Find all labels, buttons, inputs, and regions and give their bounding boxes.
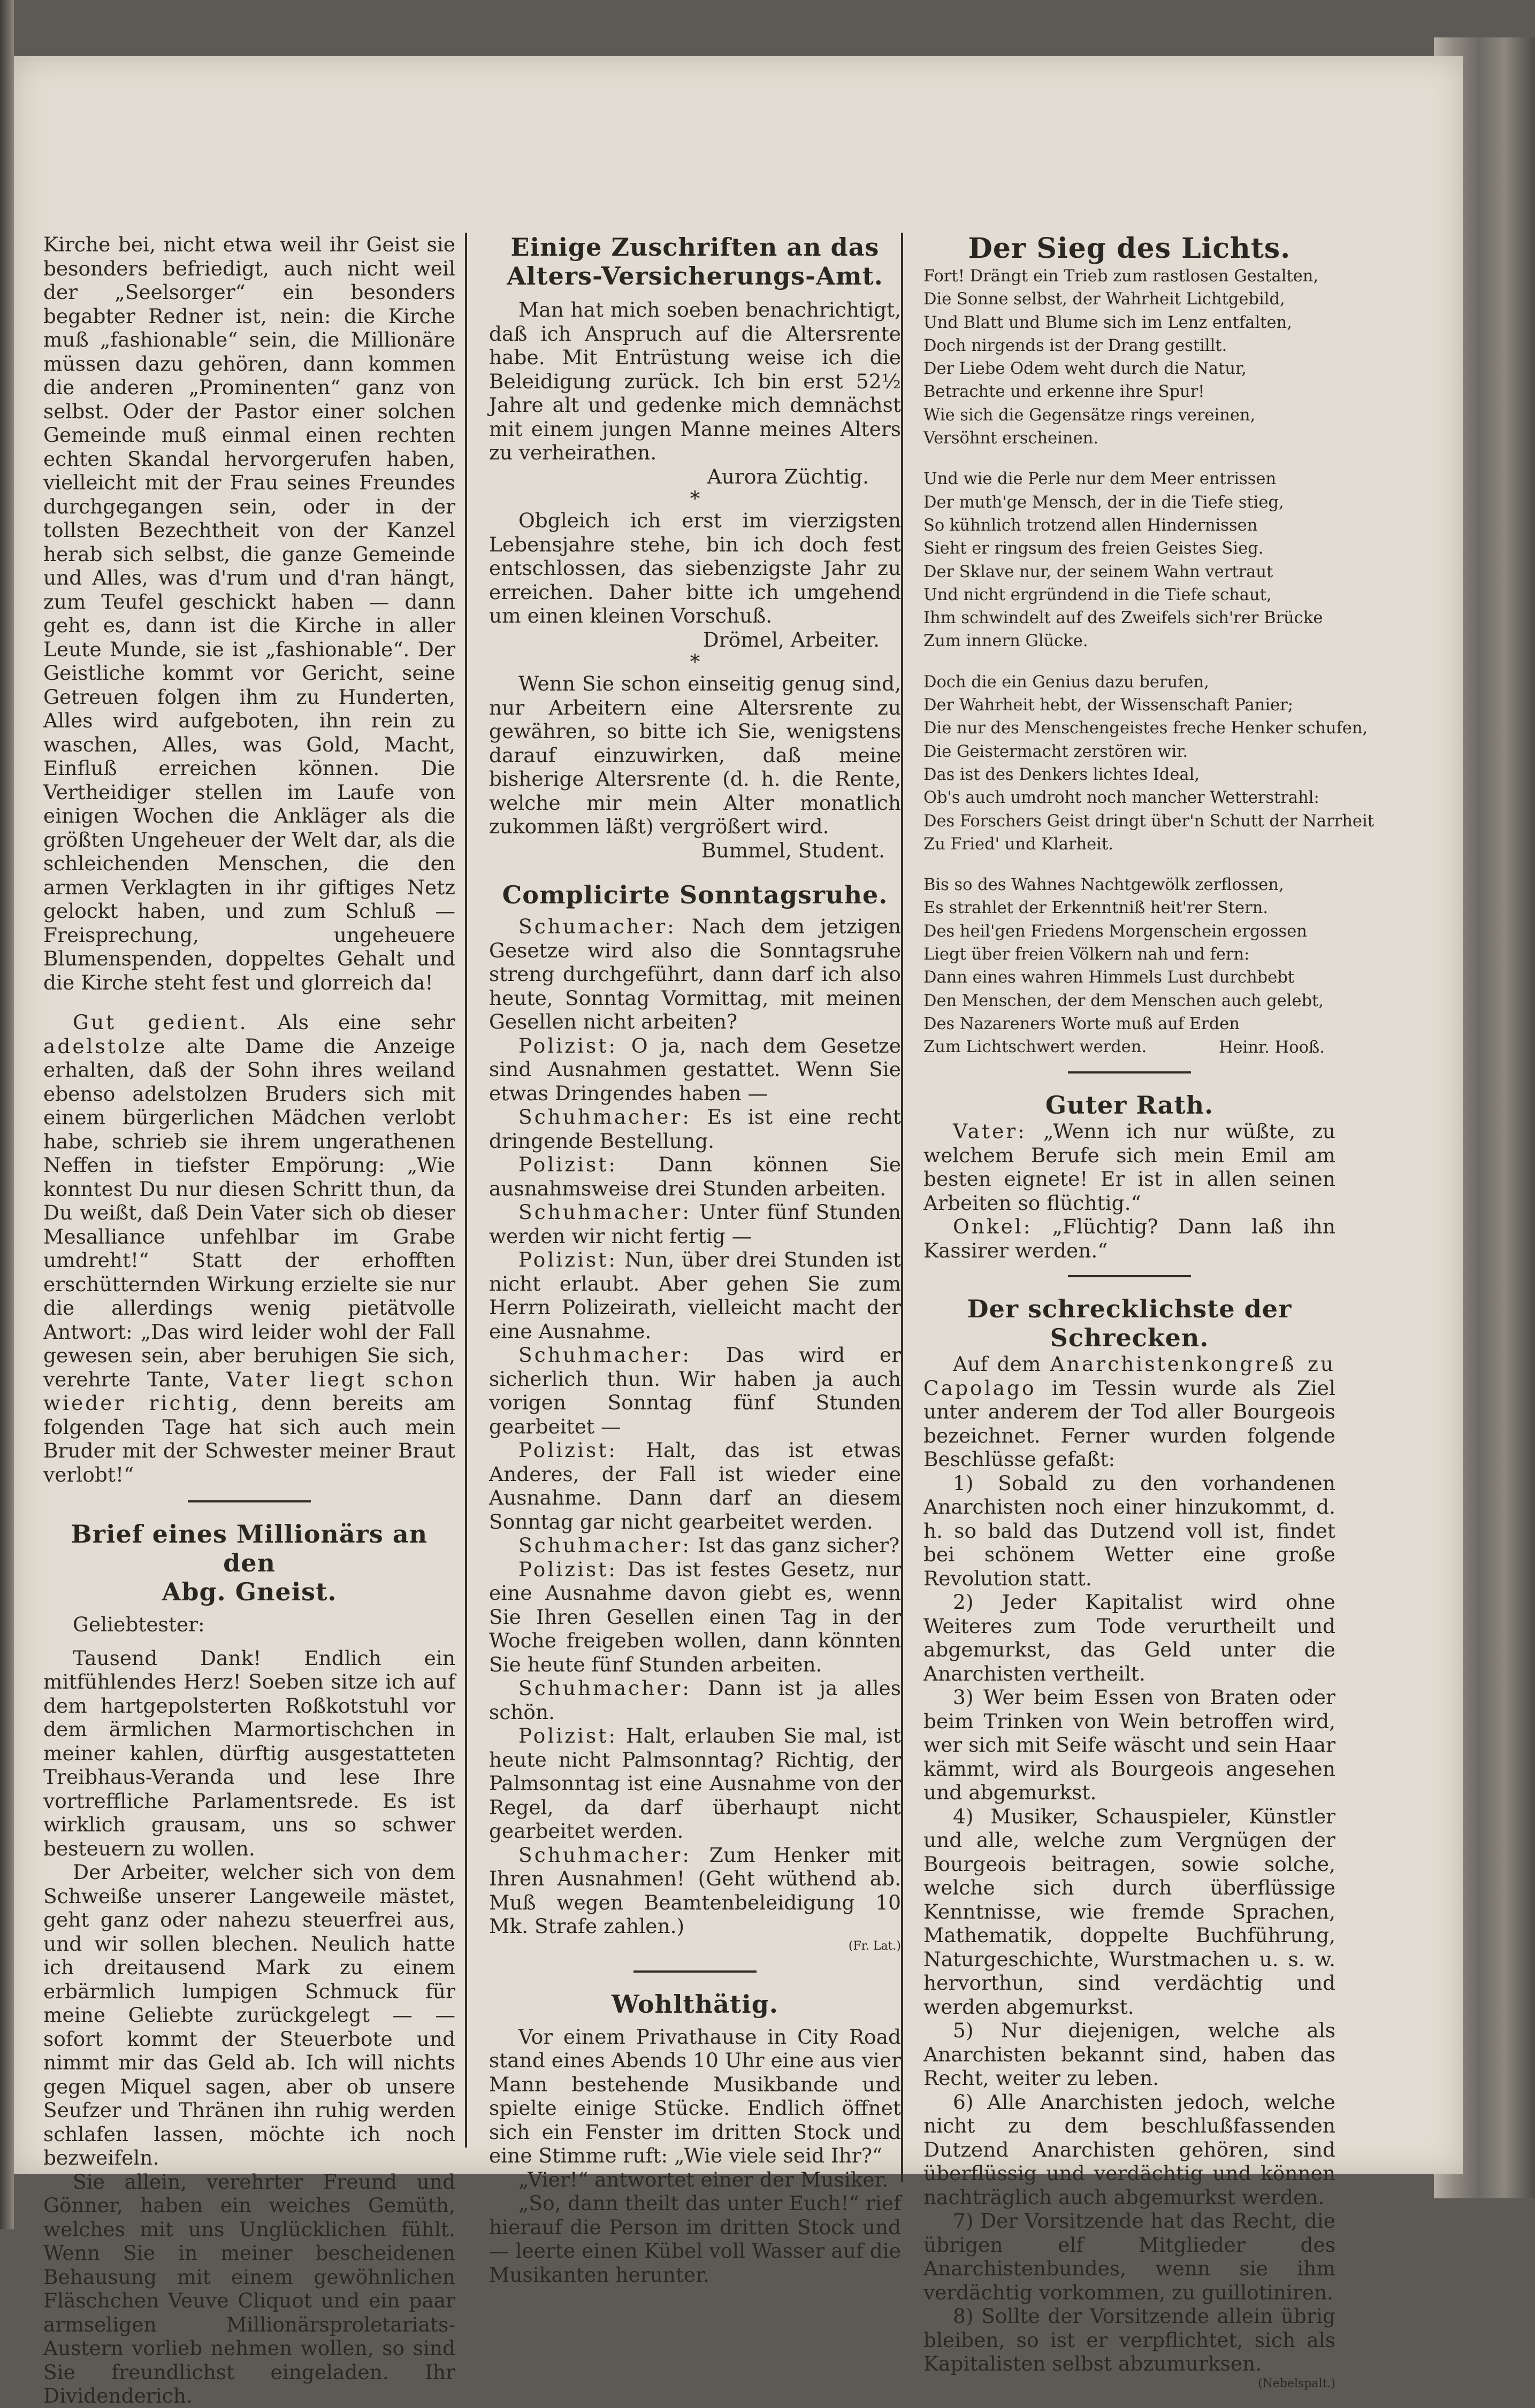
poem-body: [923, 265, 1374, 1059]
gut-gedient-paragraph: [43, 1010, 455, 1486]
guter-rath-title: Guter Rath.: [1045, 1091, 1214, 1119]
poem-stanza: [923, 265, 1335, 450]
brief-title-line-1: Brief eines Millionärs an den: [71, 1520, 428, 1577]
wohlthaetig-paragraph-2: „Vier!“ antwortet einer der Musiker.: [518, 2167, 889, 2191]
poem-line: Des Forschers Geist dringt über'n Schutt der Narrheit: [923, 811, 1374, 831]
dialog-text: Das wird er sicherlich thun. Wir haben ja auch vorigen Sonntag fünf Stunden gearbeitet —: [489, 1343, 901, 1438]
dialog-text: Dann können Sie ausnahmsweise drei Stunden arbeiten.: [489, 1153, 901, 1200]
poem-line: Das ist des Denkers lichtes Ideal,: [923, 765, 1200, 784]
dialog-text: Es ist eine recht dringende Bestellung.: [489, 1105, 901, 1153]
dialog-speaker: Onkel:: [953, 1215, 1033, 1238]
resolution-item: 3) Wer beim Essen von Braten oder beim Trinken von Wein betroffen wird, wer sich mit Seife wäscht und sein Haar kämmt, wird als Bourgeois angesehen und abgemurkst.: [923, 1685, 1335, 1804]
poem-line: Zum innern Glücke.: [923, 632, 1088, 651]
brief-paragraph-1: Tausend Dank! Endlich ein mitfühlendes Herz! Soeben sitze ich auf dem hartgepolsterten Roßkotstuhl vor dem ärmlichen Marmortischchen in meiner kahlen, dürftig ausgestatteten Treibhaus-Veranda und lese Ihre vortreffliche Parlamentsrede. Es ist wirklich grausam, uns so schwer besteuern zu wollen.: [43, 1646, 455, 1860]
brief-salutation: Geliebtester:: [73, 1613, 205, 1636]
zuschrift-3-signature: Bummel, Student.: [701, 838, 885, 862]
dialog-text: Halt, erlauben Sie mal, ist heute nicht Palmsonntag? Richtig, der Palmsonntag ist eine Ausnahme von der Regel, da darf überhaupt nicht gearbeitet werden.: [489, 1724, 901, 1843]
zuschriften-title: Einige Zuschriften an das Alters-Versicherungs-Amt.: [507, 233, 883, 290]
gut-text-3: denn bereits am folgenden Tage hat sich auch mein Bruder mit der Schwester meiner Braut verlobt!“: [43, 1391, 455, 1486]
poem-line: Doch nirgends ist der Drang gestillt.: [923, 336, 1227, 355]
column-3: [923, 232, 1374, 2390]
dialog-speaker: Schuhmacher:: [518, 1343, 691, 1367]
separator-star: *: [690, 650, 700, 673]
column-2: [489, 233, 901, 2287]
schrecken-source: (Nebelspalt.): [1258, 2376, 1335, 2390]
resolution-item: 2) Jeder Kapitalist wird ohne Weiteres zum Tode verurtheilt und abgemurkst, das Geld unter die Anarchisten vertheilt.: [923, 1590, 1335, 1685]
dialog-text: „Flüchtig? Dann laß ihn Kassirer werden.“: [923, 1215, 1335, 1262]
poem-line: Ihm schwindelt auf des Zweifels sich'rer Brücke: [923, 609, 1323, 628]
dialog-line: [489, 1676, 901, 1724]
zuschrift-1-signature: Aurora Züchtig.: [707, 464, 869, 488]
poem-line: Und wie die Perle nur dem Meer entrissen: [923, 470, 1277, 489]
dialog-speaker: Polizist:: [518, 1033, 617, 1057]
stanza-gap: [923, 856, 1335, 873]
dialog-line: [489, 1153, 901, 1200]
brief-paragraph-2: Der Arbeiter, welcher sich von dem Schweiße unserer Langeweile mästet, geht ganz oder nahezu steuerfrei aus, und wir sollen blechen. Neulich hatte ich dreitausend Mark zu einem erbärmlich lumpigen Schmuck für meine Geliebte zurückgelegt — — sofort kommt der Steuerbote und nimmt mir das Geld ab. Ich will nichts gegen Miquel sagen, aber ob unsere Seufzer und Thränen ihn ruhig werden schlafen lassen, möchte ich noch bezweifeln.: [43, 1860, 455, 2169]
dialog-speaker: Polizist:: [518, 1557, 617, 1581]
dialog-line: [489, 1200, 901, 1248]
poem-line: Der muth'ge Mensch, der in die Tiefe stieg,: [923, 493, 1284, 512]
section-divider: [1068, 1275, 1191, 1277]
brief-paragraph-3: Sie allein, verehrter Freund und Gönner, haben ein weiches Gemüth, welches mit uns Unglücklichen fühlt. Wenn Sie in meiner bescheidenen Behausung mit einem gewöhnlichen Fläschchen Veuve Cliquot und ein paar armseligen Millionärsproletariats-Austern vorlieb nehmen wollen, so sind Sie freundlichst eingeladen. Ihr Dividenderich.: [43, 2169, 455, 2407]
dialog-line: [489, 915, 901, 1034]
poem-author: Heinr. Hooß.: [1218, 1038, 1325, 1057]
poem-line: Der Sklave nur, der seinem Wahn vertraut: [923, 562, 1273, 581]
poem-line: Bis so des Wahnes Nachtgewölk zerflossen,: [923, 876, 1284, 895]
resolution-item: 6) Alle Anarchisten jedoch, welche nicht zu dem beschlußfassenden Dutzend Anarchisten gehören, sind überflüssig und verdächtig und können nachträglich auch abgemurkst werden.: [923, 2090, 1335, 2209]
sonntagsruhe-title: Complicirte Sonntagsruhe.: [502, 880, 888, 909]
poem-line: Zu Fried' und Klarheit.: [923, 834, 1113, 854]
poem-line: Ob's auch umdroht noch mancher Wetterstrahl:: [923, 788, 1319, 808]
gut-text-1: Als eine sehr: [248, 1010, 455, 1034]
dialog-text: O ja, nach dem Gesetze sind Ausnahmen gestattet. Wenn Sie etwas Dringendes haben —: [489, 1033, 901, 1105]
schrecken-intro: [923, 1352, 1335, 1471]
poem-line: Es strahlet der Erkenntniß heit'rer Stern.: [923, 899, 1269, 918]
separator-star: *: [690, 487, 700, 510]
dialog-line: [489, 1533, 901, 1558]
dialog-text: Ist das ganz sicher?: [691, 1533, 900, 1557]
poem-line: Versöhnt erscheinen.: [923, 429, 1098, 448]
zuschrift-1: Man hat mich soeben benachrichtigt, daß ich Anspruch auf die Altersrente habe. Mit Entrüstung weise ich die Beleidigung zurück. Ich bin erst 52½ Jahre alt und gedenke mich demnächst mit einem jungen Manne meines Alters zu verheirathen.: [489, 298, 901, 464]
stanza-gap: [923, 653, 1335, 671]
poem-line: Doch die ein Genius dazu berufen,: [923, 672, 1209, 692]
dialog-speaker: Schuhmacher:: [518, 1200, 691, 1224]
dialog-speaker: Schuhmacher:: [518, 1676, 691, 1700]
sonntagsruhe-dialog: [489, 915, 901, 1938]
dialog-speaker: Schuhmacher:: [518, 1533, 691, 1557]
wohlthaetig-title: Wohlthätig.: [612, 1989, 778, 2019]
poem-line: Dann eines wahren Himmels Lust durchbebt: [923, 968, 1295, 987]
sonntagsruhe-source: (Fr. Lat.): [848, 1939, 901, 1953]
resolution-item: 1) Sobald zu den vorhandenen Anarchisten noch einer hinzukommt, d. h. so bald das Dutzend voll ist, findet bei schönem Wetter eine große Revolution statt.: [923, 1471, 1335, 1590]
section-divider: [188, 1500, 311, 1502]
poem-line: Der Liebe Odem weht durch die Natur,: [923, 359, 1247, 379]
gut-spaced-1: adelstolze: [43, 1034, 167, 1058]
poem-line: Den Menschen, der dem Menschen auch gelebt,: [923, 991, 1324, 1010]
zuschrift-2-signature: Drömel, Arbeiter.: [702, 627, 880, 651]
poem-line: Der Wahrheit hebt, der Wissenschaft Panier;: [923, 696, 1294, 715]
dialog-line: [489, 1558, 901, 1677]
dialog-speaker: Polizist:: [518, 1724, 617, 1747]
poem-line: Zum Lichtschwert werden.: [923, 1038, 1147, 1057]
gut-gedient-lead: Gut gedient.: [73, 1010, 248, 1034]
dialog-line: [923, 1119, 1335, 1215]
dialog-text: Halt, das ist etwas Anderes, der Fall ist wieder eine Ausnahme. Dann darf an diesem Sonntag gar nicht gearbeitet werden.: [489, 1438, 901, 1533]
resolution-item: 5) Nur diejenigen, welche als Anarchisten bekannt sind, haben das Recht, weiter zu leben.: [923, 2019, 1335, 2090]
gut-text-2: alte Dame die Anzeige erhalten, daß der Sohn ihres weiland ebenso adelstolzen Bruders sich mit einem bürgerlichen Mädchen verlobt habe, schrieb sie ihrem ungerathenen Neffen in tiefster Empörung: „Wie konntest Du nur diesen Schritt thun, da Du weißt, daß Dein Vater sich ob dieser Mesalliance unfehlbar im Grabe umdreht!“ Statt der erhofften erschütternden Wirkung erzielte sie nur die allerdings wenig pietätvolle Antwort: „Das wird leider wohl der Fall gewesen sein, aber beruhigen Sie sich, verehrte Tante,: [43, 1034, 455, 1391]
poem-line: Fort! Drängt ein Trieb zum rastlosen Gestalten,: [923, 267, 1319, 286]
zuschrift-3: Wenn Sie schon einseitig genug sind, nur Arbeitern eine Altersrente zu gewähren, so bitte ich Sie, wenigstens darauf einzuwirken, daß meine bisherige Altersrente (d. h. die Rente, welche mir mein Alter monatlich zukommen läßt) vergrößert wird.: [489, 672, 901, 838]
dialog-line: [923, 1215, 1335, 1262]
guter-rath-dialog: [923, 1119, 1335, 1262]
column-rule-2: [901, 233, 903, 2182]
dialog-speaker: Polizist:: [518, 1438, 617, 1462]
poem-line: Wie sich die Gegensätze rings vereinen,: [923, 405, 1256, 425]
poem-line: Des Nazareners Worte muß auf Erden: [923, 1014, 1240, 1033]
dialog-speaker: Vater:: [953, 1119, 1027, 1143]
schrecken-intro-text-1: Auf dem: [953, 1352, 1050, 1376]
article-continuation: Kirche bei, nicht etwa weil ihr Geist sie besonders befriedigt, auch nicht weil der „Seelsorger“ ein besonders begabter Redner ist, nein: die Kirche muß „fashionable“ sein, die Millionäre müssen dazu gehören, dann kommen die anderen „Prominenten“ ganz von selbst. Oder der Pastor einer solchen Gemeinde muß einmal einen rechten echten Skandal hervorgerufen haben, vielleicht mit der Frau seines Freundes durchgegangen sein, oder in der tollsten Bezechtheit von der Kanzel herab sich selbst, die ganze Gemeinde und Alles, was d'rum und d'ran hängt, zum Teufel geschickt haben — dann geht es, dann ist die Kirche in aller Leute Munde, sie ist „fashionable“. Der Geistliche kommt vor Gericht, seine Getreuen folgen ihm zu Hunderten, Alles wird aufgeboten, ihn rein zu waschen, Alles, was Gold, Macht, Einfluß erreichen können. Die Vertheidiger stellen im Laufe von einigen Wochen die Ankläger als die größten Ungeheuer der Welt dar, als die schleichenden Menschen, die den armen Verklagten in ihr giftiges Netz gelockt haben, und zum Schluß — Freisprechung, ungeheuere Blumenspenden, doppeltes Gehalt und die Kirche steht fest und glorreich da!: [43, 233, 455, 994]
poem-line: Des heil'gen Friedens Morgenschein ergossen: [923, 922, 1307, 941]
dialog-line: [489, 1248, 901, 1343]
gut-spaced-2: Vater liegt schon wieder richtig,: [43, 1367, 455, 1415]
schrecken-title: Der schrecklichste der Schrecken.: [967, 1294, 1292, 1352]
resolution-item: 7) Der Vorsitzende hat das Recht, die übrigen elf Mitglieder des Anarchistenbundes, wenn sie ihm verdächtig vorkommen, zu guillotiniren.: [923, 2209, 1335, 2304]
dialog-speaker: Schuhmacher:: [518, 1843, 691, 1867]
resolution-item: 4) Musiker, Schauspieler, Künstler und alle, welche zum Vergnügen der Bourgeois beitragen, sowie solche, welche sich durch überflüssige Kenntnisse, wie fremde Sprachen, Mathematik, doppelte Buchführung, Naturgeschichte, Wurstmachen u. s. w. hervorthun, sind verdächtig und werden abgemurkst.: [923, 1804, 1335, 2019]
zuschrift-2: Obgleich ich erst im vierzigsten Lebensjahre stehe, bin ich doch fest entschlossen, das siebenzigste Jahr zu erreichen. Daher bitte ich umgehend um einen kleinen Vorschuß.: [489, 509, 901, 627]
schrecken-intro-spaced: Anarchistenkongreß zu Capolago: [923, 1352, 1335, 1400]
dialog-line: [489, 1034, 901, 1106]
section-divider: [1068, 1071, 1191, 1073]
dialog-line: [489, 1343, 901, 1438]
dialog-speaker: Schumacher:: [518, 915, 676, 938]
dialog-text: Das ist festes Gesetz, nur eine Ausnahme davon giebt es, wenn Sie Ihren Gesellen einen Tag in der Woche freigeben wollen, dann könnten Sie heute fünf Stunden arbeiten.: [489, 1557, 901, 1676]
column-rule-1: [465, 233, 467, 2148]
poem-line: Sieht er ringsum des freien Geistes Sieg.: [923, 539, 1264, 558]
poem-stanza: [923, 671, 1374, 856]
section-divider: [633, 1970, 757, 1973]
stanza-gap: [923, 450, 1335, 467]
poem-line: Betrachte und erkenne ihre Spur!: [923, 382, 1205, 402]
resolution-item: 8) Sollte der Vorsitzende allein übrig bleiben, so ist er verpflichtet, sich als Kapitalisten selbst abzumurksen.: [923, 2304, 1335, 2375]
dialog-text: Nun, über drei Stunden ist nicht erlaubt. Aber gehen Sie zum Herrn Polizeirath, vielleicht macht der eine Ausnahme.: [489, 1248, 901, 1343]
poem-line: Die Geistermacht zerstören wir.: [923, 742, 1188, 761]
schrecken-intro-text-2: im Tessin wurde als Ziel unter anderem der Tod aller Bourgeois bezeichnet. Ferner wurden folgende Beschlüsse gefaßt:: [923, 1376, 1335, 1471]
dialog-speaker: Schuhmacher:: [518, 1105, 691, 1129]
poem-line: So kühnlich trotzend allen Hindernissen: [923, 516, 1258, 535]
dialog-speaker: Polizist:: [518, 1248, 617, 1271]
dialog-text: Dann ist ja alles schön.: [489, 1676, 901, 1724]
dialog-text: Unter fünf Stunden werden wir nicht fertig —: [489, 1200, 901, 1248]
poem-title: Der Sieg des Lichts.: [968, 232, 1291, 265]
poem-stanza: [923, 873, 1335, 1059]
dialog-line: [489, 1843, 901, 1938]
newspaper-page: [14, 56, 1463, 2407]
dialog-text: Nach dem jetzigen Gesetze wird also die Sonntagsruhe streng durchgeführt, dann darf ich also heute, Sonntag Vormittag, mit meinen Gesellen nicht arbeiten?: [489, 915, 901, 1033]
poem-stanza: [923, 467, 1335, 653]
wohlthaetig-paragraph-3: „So, dann theilt das unter Euch!“ rief hierauf die Person im dritten Stock und — leerte einen Kübel voll Wasser auf die Musikanten herunter.: [489, 2191, 901, 2287]
dialog-line: [489, 1105, 901, 1153]
schrecken-resolutions: [923, 1471, 1335, 2376]
poem-line: Die nur des Menschengeistes freche Henker schufen,: [923, 719, 1368, 738]
poem-line: Und Blatt und Blume sich im Lenz entfalten,: [923, 313, 1292, 332]
dialog-text: Zum Henker mit Ihren Ausnahmen! (Geht wüthend ab. Muß wegen Beamtenbeleidigung 10 Mk. Strafe zahlen.): [489, 1843, 901, 1938]
dialog-speaker: Polizist:: [518, 1153, 617, 1176]
dialog-text: „Wenn ich nur wüßte, zu welchem Berufe sich mein Emil am besten eignete! Er ist in allen seinen Arbeiten so flüchtig.“: [923, 1119, 1335, 1215]
dialog-line: [489, 1438, 901, 1533]
scan-left-edge: [0, 0, 14, 2229]
dialog-line: [489, 1724, 901, 1843]
poem-line: Liegt über freien Völkern nah und fern:: [923, 945, 1250, 964]
poem-line: Und nicht ergründend in die Tiefe schaut,: [923, 585, 1272, 604]
column-1: [43, 233, 455, 2407]
brief-title-line-2: Abg. Gneist.: [162, 1577, 337, 1606]
poem-line: Die Sonne selbst, der Wahrheit Lichtgebild,: [923, 290, 1285, 309]
wohlthaetig-paragraph-1: Vor einem Privathause in City Road stand eines Abends 10 Uhr eine aus vier Mann bestehende Musikbande und spielte einige Stücke. Endlich öffnet sich ein Fenster im dritten Stock und eine Stimme ruft: „Wie viele seid Ihr?“: [489, 2024, 901, 2167]
